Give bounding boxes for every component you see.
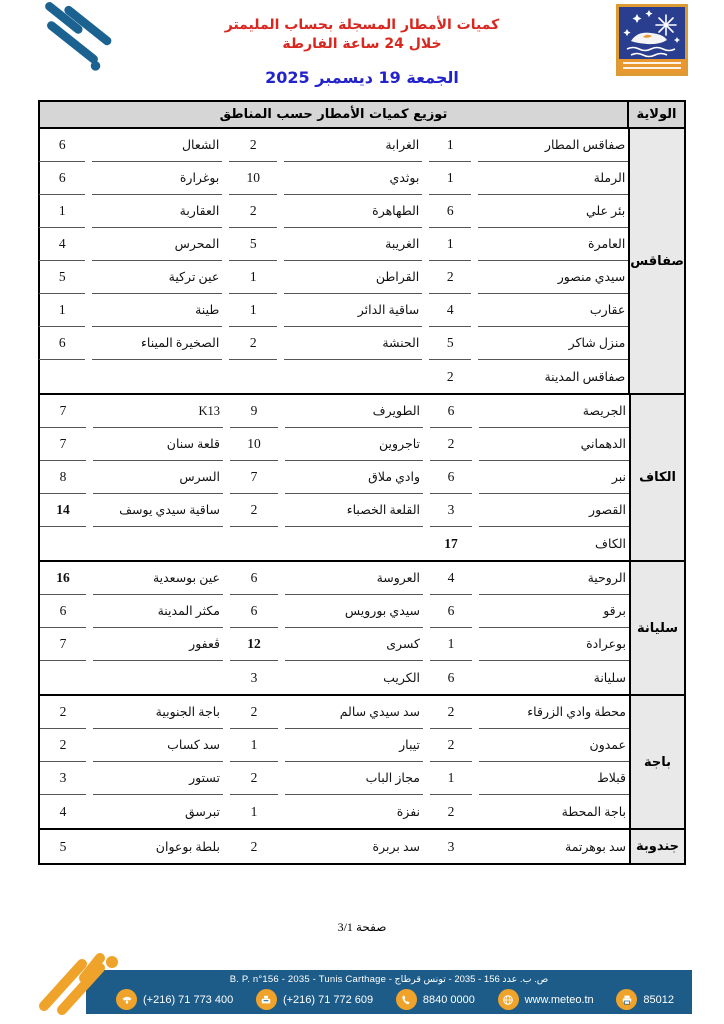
station-name: الصخيرة الميناء bbox=[92, 327, 222, 360]
station-name: الجريصة bbox=[479, 395, 629, 428]
table-row bbox=[40, 428, 629, 461]
station-name: سيدي منصور bbox=[478, 261, 628, 294]
table-row bbox=[40, 795, 629, 828]
station-name: صفاقس المطار bbox=[478, 129, 628, 162]
footer-address: ص. ب. عدد 156 - 2035 - تونس قرطاج - B. P. n°156 - 2035 - Tunis Carthage bbox=[229, 974, 549, 985]
table-body bbox=[40, 129, 684, 863]
rain-value: 2 bbox=[430, 696, 472, 729]
station-name: بوغرارة bbox=[92, 162, 222, 195]
footer-contact-website bbox=[498, 989, 594, 1010]
rain-value: 6 bbox=[430, 395, 472, 428]
rain-value: 7 bbox=[40, 428, 86, 461]
station-name: ساقية سيدي يوسف bbox=[93, 494, 223, 527]
rain-value: 2 bbox=[40, 729, 86, 762]
rain-value bbox=[40, 661, 86, 694]
table-row bbox=[39, 360, 628, 393]
governorate-name: صفاقس bbox=[628, 129, 684, 393]
station-name: الشعال bbox=[92, 129, 222, 162]
station-name: العامرة bbox=[478, 228, 628, 261]
rain-value bbox=[39, 360, 85, 393]
station-name: بوثدي bbox=[284, 162, 422, 195]
rain-value: 5 bbox=[59, 838, 67, 854]
report-header bbox=[0, 16, 724, 87]
rain-value: 7 bbox=[40, 628, 86, 661]
governorate-section bbox=[40, 129, 684, 395]
station-name: مكثر المدينة bbox=[93, 595, 223, 628]
rain-value bbox=[229, 360, 277, 393]
station-name: تستور bbox=[93, 762, 223, 795]
rain-value: 6 bbox=[430, 461, 472, 494]
rain-value: 8 bbox=[40, 461, 86, 494]
table-row bbox=[39, 327, 628, 360]
table-header-row bbox=[40, 102, 684, 129]
station-name: المحرس bbox=[92, 228, 222, 261]
station-name: K13 bbox=[93, 395, 223, 428]
station-name: بوعرادة bbox=[479, 628, 629, 661]
rain-value: 5 bbox=[429, 327, 471, 360]
rain-value: 2 bbox=[230, 762, 278, 795]
rain-value: 1 bbox=[229, 294, 277, 327]
station-name: العقاربة bbox=[92, 195, 222, 228]
station-name: كسرى bbox=[285, 628, 423, 661]
rain-value: 1 bbox=[429, 228, 471, 261]
rain-value: 2 bbox=[430, 428, 472, 461]
table-row bbox=[39, 294, 628, 327]
footer-contact-text: (+216) 71 772 609 bbox=[282, 993, 374, 1006]
rain-value: 6 bbox=[430, 595, 472, 628]
station-name: سليانة bbox=[593, 670, 626, 685]
distribution-column-header: توزيع كميات الأمطار حسب المناطق bbox=[40, 102, 627, 127]
rain-value: 3 bbox=[250, 669, 258, 685]
table-row bbox=[40, 729, 629, 762]
rain-value: 12 bbox=[230, 628, 278, 661]
table-row bbox=[40, 628, 629, 661]
station-name: صفاقس المدينة bbox=[544, 369, 626, 384]
station-name: الرملة bbox=[478, 162, 628, 195]
station-name: وادي ملاق bbox=[285, 461, 423, 494]
footer-contact-faxnumber bbox=[616, 989, 674, 1010]
rain-value: 6 bbox=[39, 162, 85, 195]
rain-value: 2 bbox=[229, 195, 277, 228]
station-name: سد سيدي سالم bbox=[285, 696, 423, 729]
station-name: ساقية الدائر bbox=[284, 294, 422, 327]
station-name: نفزة bbox=[396, 804, 420, 819]
governorate-section bbox=[40, 696, 684, 830]
station-name: باجة الجنوبية bbox=[93, 696, 223, 729]
table-row bbox=[40, 830, 629, 863]
station-name: تاجروين bbox=[285, 428, 423, 461]
station-name: باجة المحطة bbox=[561, 804, 626, 819]
station-name: بلطة بوعوان bbox=[155, 839, 220, 854]
governorate-name: الكاف bbox=[629, 395, 684, 560]
station-name: برقو bbox=[479, 595, 629, 628]
station-name: الطهاهرة bbox=[284, 195, 422, 228]
rain-value: 6 bbox=[39, 129, 85, 162]
table-row bbox=[40, 696, 629, 729]
table-row bbox=[39, 162, 628, 195]
footer-contact-text: www.meteo.tn bbox=[524, 993, 594, 1006]
station-name: القصور bbox=[479, 494, 629, 527]
table-row bbox=[40, 395, 629, 428]
station-name: الغريبة bbox=[284, 228, 422, 261]
rain-value: 2 bbox=[447, 803, 455, 819]
governorate-name: جندوبة bbox=[629, 830, 684, 863]
rain-value: 1 bbox=[229, 261, 277, 294]
station-name: قلعة سنان bbox=[93, 428, 223, 461]
rain-value: 2 bbox=[250, 838, 258, 854]
rain-value: 6 bbox=[230, 595, 278, 628]
footer-bar bbox=[86, 970, 692, 1014]
governorate-column-header: الولاية bbox=[627, 102, 684, 127]
station-name: الحنشة bbox=[284, 327, 422, 360]
footer-contact-text: 85012 bbox=[643, 993, 674, 1006]
station-name: الغرابة bbox=[284, 129, 422, 162]
station-name: نبر bbox=[479, 461, 629, 494]
rain-value: 4 bbox=[429, 294, 471, 327]
rain-value: 3 bbox=[447, 838, 455, 854]
station-name bbox=[285, 527, 423, 560]
fax-icon bbox=[256, 989, 277, 1010]
footer-stripes-logo bbox=[30, 946, 162, 1016]
table-row bbox=[39, 228, 628, 261]
station-name: عمدون bbox=[479, 729, 629, 762]
station-name: سد بوهرتمة bbox=[565, 839, 626, 854]
rain-value: 1 bbox=[430, 628, 472, 661]
station-name bbox=[93, 661, 223, 694]
station-name: عقارب bbox=[478, 294, 628, 327]
table-row bbox=[40, 494, 629, 527]
rain-value: 4 bbox=[39, 228, 85, 261]
rain-value: 1 bbox=[429, 129, 471, 162]
station-name: الدهماني bbox=[479, 428, 629, 461]
station-name: عين بوسعدية bbox=[93, 562, 223, 595]
rain-value bbox=[230, 527, 278, 560]
table-row bbox=[39, 261, 628, 294]
rain-value: 6 bbox=[230, 562, 278, 595]
table-row bbox=[40, 461, 629, 494]
rain-value: 1 bbox=[39, 195, 85, 228]
table-row bbox=[40, 595, 629, 628]
rain-value: 5 bbox=[39, 261, 85, 294]
rain-value: 10 bbox=[229, 162, 277, 195]
rain-value: 14 bbox=[40, 494, 86, 527]
station-name: القراطن bbox=[284, 261, 422, 294]
gold-stripes-icon bbox=[30, 946, 162, 1016]
station-name: الكريب bbox=[383, 670, 420, 685]
rain-value: 10 bbox=[230, 428, 278, 461]
rain-value: 2 bbox=[229, 129, 277, 162]
rain-value: 2 bbox=[229, 327, 277, 360]
table-row bbox=[39, 129, 628, 162]
fax-number-icon bbox=[616, 989, 637, 1010]
footer-contacts bbox=[100, 989, 678, 1010]
rain-value: 4 bbox=[59, 803, 67, 819]
table-row bbox=[40, 762, 629, 795]
page-number: صفحة 3/1 bbox=[337, 920, 387, 934]
rain-value: 2 bbox=[230, 696, 278, 729]
station-name: العروسة bbox=[285, 562, 423, 595]
station-name: طينة bbox=[92, 294, 222, 327]
rain-value: 1 bbox=[39, 294, 85, 327]
report-date: الجمعة 19 ديسمبر 2025 bbox=[265, 68, 459, 87]
table-row bbox=[40, 661, 629, 694]
station-name bbox=[93, 527, 223, 560]
table-row bbox=[40, 562, 629, 595]
rain-value: 6 bbox=[447, 669, 455, 685]
rain-value: 2 bbox=[446, 368, 454, 384]
station-name: السرس bbox=[93, 461, 223, 494]
governorate-name: باجة bbox=[629, 696, 684, 828]
station-name: الروحية bbox=[479, 562, 629, 595]
footer-contact-fax bbox=[256, 989, 373, 1010]
rain-value: 1 bbox=[429, 162, 471, 195]
governorate-section bbox=[40, 562, 684, 696]
rain-value: 6 bbox=[40, 595, 86, 628]
rain-value: 3 bbox=[430, 494, 472, 527]
station-name: بئر علي bbox=[478, 195, 628, 228]
governorate-section bbox=[40, 830, 684, 863]
station-name: القلعة الخصباء bbox=[285, 494, 423, 527]
report-title-line2: خلال 24 ساعة الفارطة bbox=[282, 36, 442, 52]
footer-contact-text: 8840 0000 bbox=[422, 993, 475, 1006]
rain-value: 1 bbox=[430, 762, 472, 795]
mobile-icon bbox=[396, 989, 417, 1010]
table-row bbox=[39, 195, 628, 228]
station-name: الكاف bbox=[595, 536, 626, 551]
rainfall-table bbox=[38, 100, 686, 865]
station-name bbox=[92, 360, 222, 393]
globe-icon bbox=[498, 989, 519, 1010]
rain-value: 16 bbox=[40, 562, 86, 595]
footer-contact-text: (+216) 71 773 400 bbox=[143, 993, 234, 1006]
table-row bbox=[40, 527, 629, 560]
rain-value: 5 bbox=[229, 228, 277, 261]
station-name: محطة وادي الزرقاء bbox=[479, 696, 629, 729]
report-title-line1: كميات الأمطار المسجلة بحساب المليمتر bbox=[224, 17, 500, 33]
station-name: سيدي بورويس bbox=[285, 595, 423, 628]
station-name: تيبار bbox=[285, 729, 423, 762]
governorate-name: سليانة bbox=[629, 562, 684, 694]
rain-value: 1 bbox=[230, 729, 278, 762]
station-name: سد بربرة bbox=[372, 839, 420, 854]
rain-value: 9 bbox=[230, 395, 278, 428]
station-name: سد كساب bbox=[93, 729, 223, 762]
rain-value: 2 bbox=[430, 729, 472, 762]
rain-value bbox=[40, 527, 86, 560]
station-name bbox=[284, 360, 422, 393]
rain-value: 6 bbox=[429, 195, 471, 228]
rain-value: 7 bbox=[40, 395, 86, 428]
station-name: عين تركية bbox=[92, 261, 222, 294]
rain-value: 3 bbox=[40, 762, 86, 795]
station-name: قبلاط bbox=[479, 762, 629, 795]
rain-value: 2 bbox=[40, 696, 86, 729]
rain-value: 2 bbox=[429, 261, 471, 294]
rain-value: 6 bbox=[39, 327, 85, 360]
rain-value: 1 bbox=[250, 803, 258, 819]
station-name: ڨعفور bbox=[93, 628, 223, 661]
station-name: منزل شاكر bbox=[478, 327, 628, 360]
rain-value: 7 bbox=[230, 461, 278, 494]
rain-value: 17 bbox=[444, 535, 458, 551]
rain-value: 2 bbox=[230, 494, 278, 527]
rain-value: 4 bbox=[430, 562, 472, 595]
station-name: تبرسق bbox=[184, 804, 220, 819]
station-name: الطويرف bbox=[285, 395, 423, 428]
station-name: مجاز الباب bbox=[285, 762, 423, 795]
footer-contact-callcenter bbox=[396, 989, 475, 1010]
governorate-section bbox=[40, 395, 684, 562]
